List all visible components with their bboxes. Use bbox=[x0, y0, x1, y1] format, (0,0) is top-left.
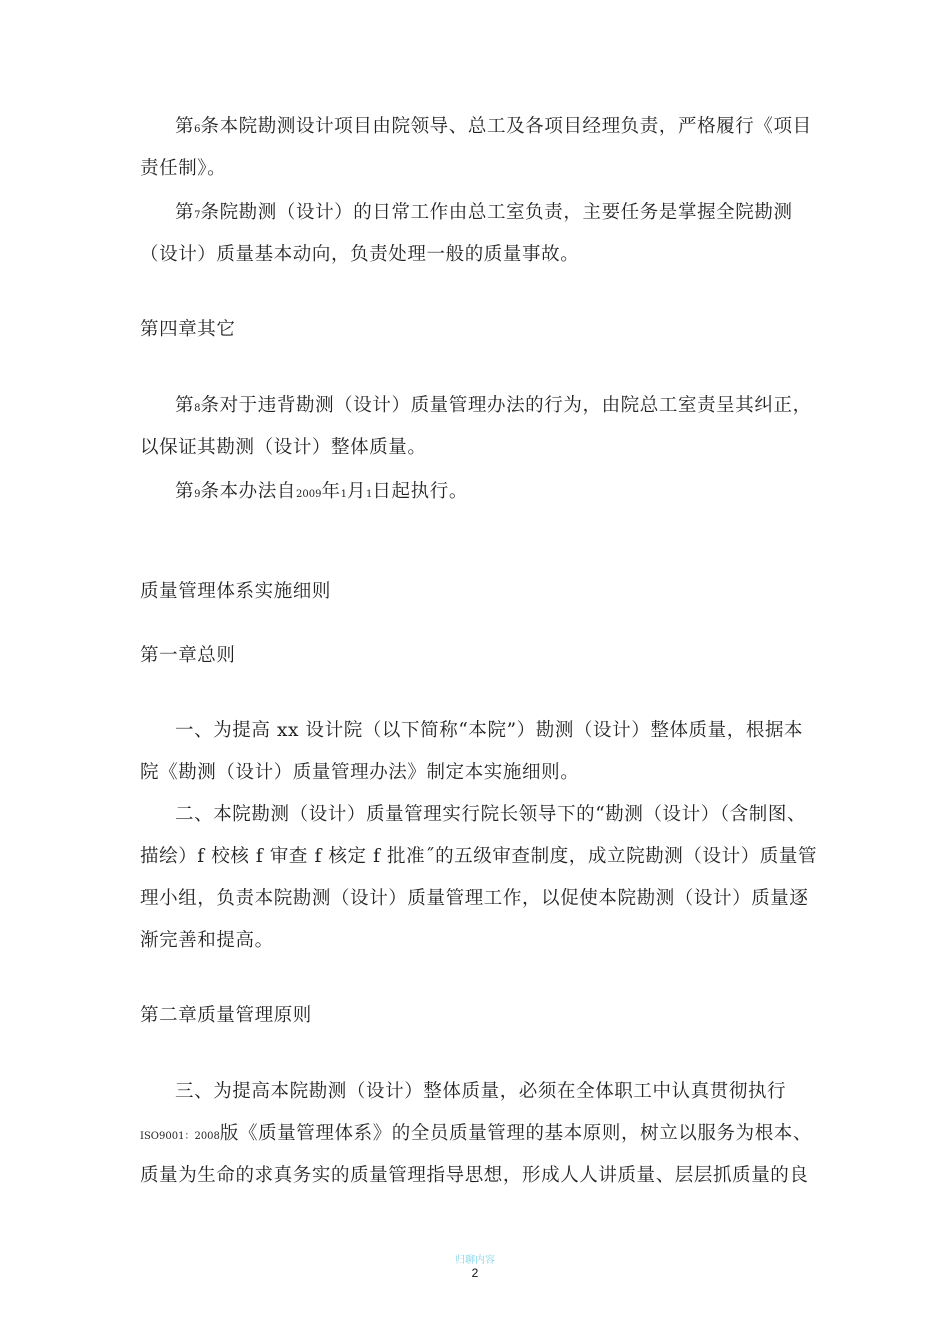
article-number: 6 bbox=[194, 124, 201, 135]
article-8-line-1: 第8条对于违背勘测（设计）质量管理办法的行为，由院总工室责呈其纠正， bbox=[175, 395, 812, 416]
article-7-line-2: （设计）质量基本动向，负责处理一般的质量事故。 bbox=[140, 244, 580, 265]
article-9-line: 第9条本办法自2009年1月1日起执行。 bbox=[175, 481, 468, 502]
item-1-line-1: 一、为提高 xx 设计院（以下简称“本院”）勘测（设计）整体质量，根据本 bbox=[175, 720, 804, 741]
article-7-line-1: 第7条院勘测（设计）的日常工作由总工室负责，主要任务是掌握全院勘测 bbox=[175, 202, 793, 223]
article-6-line-1: 第6条本院勘测设计项目由院领导、总工及各项目经理负责，严格履行《项目 bbox=[175, 116, 812, 137]
item-2-line-4: 渐完善和提高。 bbox=[140, 930, 274, 951]
item-3-line-2: ISO9001：2008版《质量管理体系》的全员质量管理的基本原则，树立以服务为根本、 bbox=[140, 1123, 813, 1144]
article-number: 8 bbox=[194, 403, 201, 414]
item-3-line-1: 三、为提高本院勘测（设计）整体质量，必须在全体职工中认真贯彻执行 bbox=[175, 1081, 787, 1102]
chapter-1-heading: 第一章总则 bbox=[140, 645, 236, 666]
item-1-line-2: 院《勘测（设计）质量管理办法》制定本实施细则。 bbox=[140, 762, 580, 783]
document-title: 质量管理体系实施细则 bbox=[140, 581, 332, 602]
item-2-line-1: 二、本院勘测（设计）质量管理实行院长领导下的“勘测（设计）（含制图、 bbox=[175, 804, 807, 825]
footer-text: 归聊内容 bbox=[455, 1255, 495, 1266]
article-number: 7 bbox=[194, 210, 201, 221]
page-number: 2 bbox=[471, 1266, 479, 1280]
item-3-line-3: 质量为生命的求真务实的质量管理指导思想，形成人人讲质量、层层抓质量的良 bbox=[140, 1165, 809, 1186]
article-8-line-2: 以保证其勘测（设计）整体质量。 bbox=[140, 437, 427, 458]
chapter-4-heading: 第四章其它 bbox=[140, 319, 236, 340]
item-2-line-3: 理小组，负责本院勘测（设计）质量管理工作，以促使本院勘测（设计）质量逐 bbox=[140, 888, 809, 909]
article-6-line-2: 责任制》。 bbox=[140, 158, 227, 179]
item-2-line-2: 描绘）f 校核 f 审查 f 核定 f 批准˝的五级审查制度，成立院勘测（设计）质量管 bbox=[140, 846, 818, 867]
chapter-2-heading: 第二章质量管理原则 bbox=[140, 1005, 312, 1026]
